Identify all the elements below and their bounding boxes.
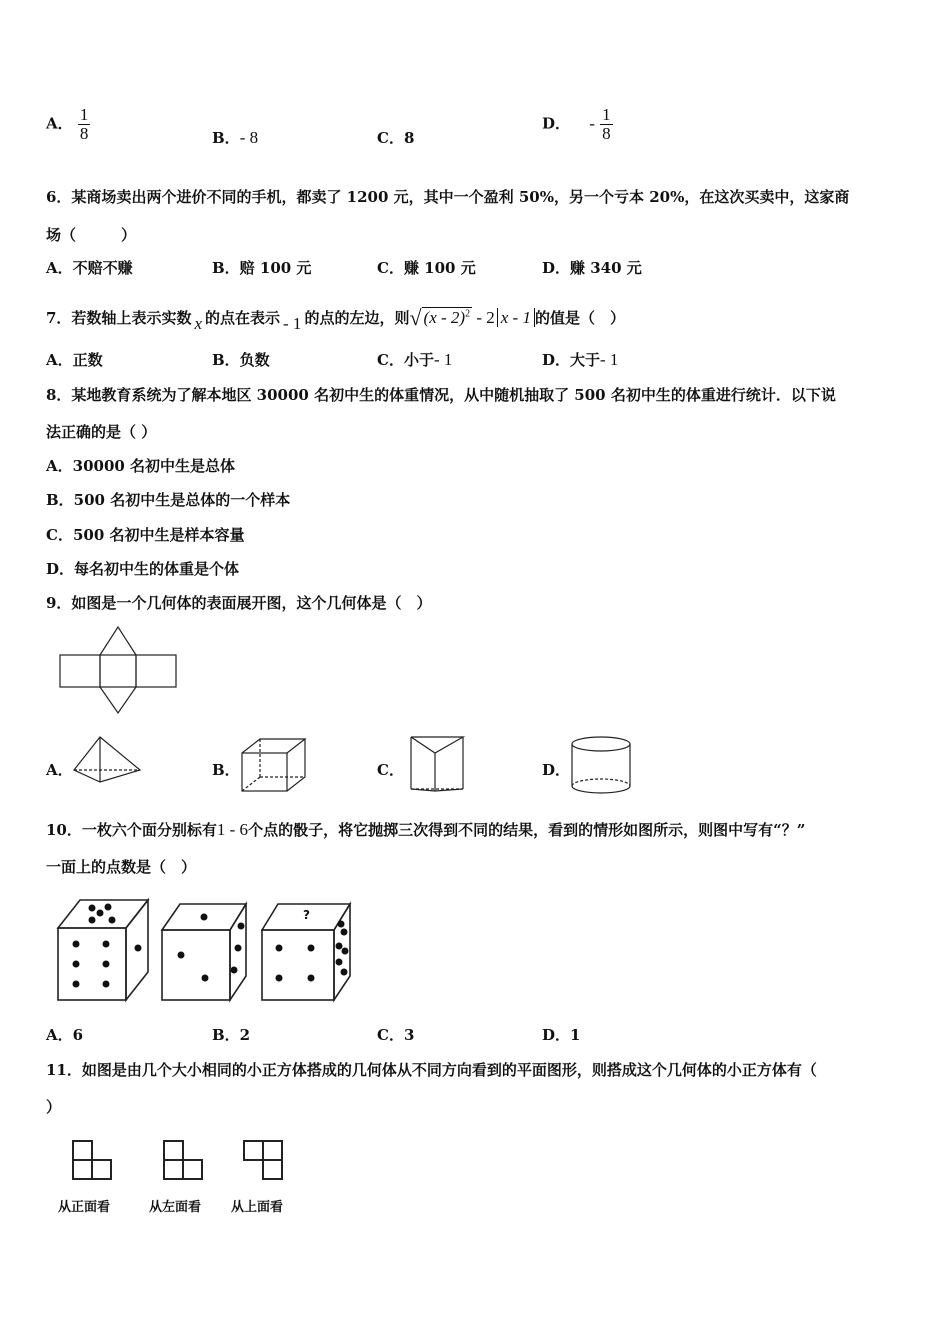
q5-option-c-letter: C．	[377, 129, 404, 147]
q9-stem: 9．如图是一个几何体的表面展开图，这个几何体是（ ）	[46, 594, 432, 612]
q7-option-d-label: D．大于	[542, 351, 601, 369]
prism-net-figure	[58, 625, 180, 715]
q7-text-3: 的点的左边，则	[304, 309, 410, 327]
q7-expr-mid: - 2	[476, 308, 495, 327]
fraction-denominator: 8	[79, 124, 89, 143]
q6-option-c[interactable]: C．赚 100 元	[377, 259, 476, 277]
q10-option-d[interactable]: D．1	[542, 1026, 581, 1044]
front-view-label: 从正面看	[58, 1200, 111, 1215]
q5-option-b-letter: B．	[212, 129, 240, 147]
q7-expr-abs: x - 1	[497, 308, 535, 327]
front-view-figure	[72, 1140, 114, 1182]
q6-stem-line1: 6．某商场卖出两个进价不同的手机，都卖了 1200 元，其中一个盈利 50%，另一个亏本 20%，在这次买卖中，这家商	[46, 188, 850, 206]
fraction-numerator: 1	[79, 105, 89, 124]
q7-option-d-math: - 1	[600, 350, 619, 369]
q7-expr-exp: 2	[465, 308, 471, 320]
q9-option-b[interactable]: B．	[212, 761, 240, 779]
q8-stem-line2: 法正确的是（ ）	[46, 423, 157, 441]
q7-expr-inner: (x - 2)	[423, 308, 466, 327]
q5-option-b-value: - 8	[239, 128, 259, 147]
q5-option-d-fraction	[600, 106, 613, 143]
q7-option-c-label: C．小于	[377, 351, 434, 369]
top-view-figure	[243, 1140, 285, 1182]
q9-option-c[interactable]: C．	[377, 761, 404, 779]
q10-option-a[interactable]: A．6	[46, 1026, 84, 1044]
q6-stem-line2: 场（ ）	[46, 226, 137, 244]
tetrahedron-figure	[72, 735, 144, 785]
q7-text-1: 7．若数轴上表示实数	[46, 309, 192, 327]
q6-option-b[interactable]: B．赔 100 元	[212, 259, 312, 277]
q10-stem-line2: 一面上的点数是（ ）	[46, 858, 197, 876]
q5-option-d-sign: -	[589, 113, 595, 133]
left-view-figure	[163, 1140, 205, 1182]
q10-option-c[interactable]: C．3	[377, 1026, 415, 1044]
q7-stem	[46, 303, 625, 333]
q10-text-1: 10．一枚六个面分别标有	[46, 821, 217, 839]
top-view-label: 从上面看	[231, 1200, 284, 1215]
triangular-prism-figure	[409, 733, 467, 795]
q5-option-a-letter: A．	[46, 114, 73, 133]
q5-option-c[interactable]	[377, 127, 414, 148]
q7-text-4: 的值是（ ）	[534, 309, 625, 327]
q8-option-d[interactable]: D．每名初中生的体重是个体	[46, 560, 240, 578]
q7-option-c[interactable]	[377, 349, 452, 370]
q7-neg-one: - 1	[283, 314, 302, 333]
q8-stem-line1: 8．某地教育系统为了解本地区 30000 名初中生的体重情况，从中随机抽取了 500 名初中生的体重进行统计．以下说	[46, 386, 836, 404]
fraction-denominator: 8	[602, 124, 611, 143]
q9-option-d[interactable]: D．	[542, 761, 571, 779]
q8-option-b[interactable]: B．500 名初中生是总体的一个样本	[46, 491, 291, 509]
q6-option-d[interactable]: D．赚 340 元	[542, 259, 642, 277]
q5-option-b[interactable]	[212, 127, 258, 148]
q10-range: 1 - 6	[216, 820, 249, 839]
q7-expression	[409, 303, 535, 329]
cylinder-figure	[569, 734, 635, 796]
q5-option-a[interactable]	[46, 106, 90, 143]
q9-option-a[interactable]: A．	[46, 761, 73, 779]
q6-option-a[interactable]: A．不赔不赚	[46, 259, 133, 277]
q7-option-b[interactable]: B．负数	[212, 351, 270, 369]
q5-option-a-fraction	[78, 106, 91, 143]
q11-stem-line2: ）	[46, 1098, 62, 1116]
dice-question-mark: ?	[303, 908, 310, 922]
fraction-numerator: 1	[602, 105, 611, 124]
q10-stem-line1	[46, 819, 805, 840]
q7-option-c-math: - 1	[433, 350, 453, 369]
q7-radicand	[422, 307, 473, 327]
q11-stem-line1: 11．如图是由几个大小相同的小正方体搭成的几何体从不同方向看到的平面图形，则搭成这个几何体的小正方体有（	[46, 1061, 817, 1079]
dice-figure	[52, 896, 366, 1006]
q7-text-2: 的点在表示	[205, 309, 281, 327]
q5-option-d-letter: D．	[542, 114, 571, 133]
q8-option-c[interactable]: C．500 名初中生是样本容量	[46, 526, 245, 544]
q5-option-d[interactable]	[542, 106, 613, 143]
q5-option-c-value: 8	[403, 129, 415, 147]
q8-option-a[interactable]: A．30000 名初中生是总体	[46, 457, 236, 475]
q7-option-d[interactable]	[542, 349, 618, 370]
q10-text-2: 个点的骰子，将它抛掷三次得到不同的结果，看到的情形如图所示，则图中写有“？”	[248, 821, 806, 839]
cube-figure	[240, 737, 308, 795]
q7-option-a[interactable]: A．正数	[46, 351, 103, 369]
q7-var-x: x	[194, 314, 202, 333]
sqrt-icon: √	[409, 305, 422, 330]
left-view-label: 从左面看	[149, 1200, 202, 1215]
q10-option-b[interactable]: B．2	[212, 1026, 251, 1044]
